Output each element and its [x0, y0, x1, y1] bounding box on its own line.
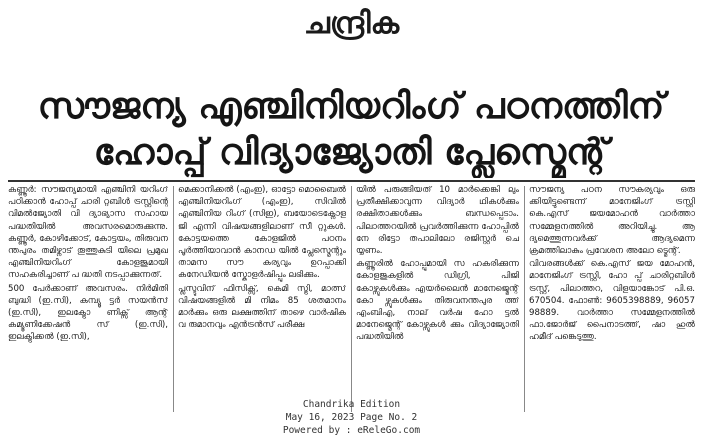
headline-divider — [8, 180, 695, 182]
column-1-paragraph-1: കണ്ണൂർ: സൗജന്യമായി എഞ്ചിനി യറിംഗ് പഠിക്കാൻ ഹോപ്പ് ചാരി റ്റബിൾ ട്രസ്റ്റിന്റെ വിമൽജ്യോതി വി ദ്യാഭ്യാസ സഹായ പദ്ധതിയിൽ അവസരമൊരുക്കുന്നു. കണ്ണൂർ, കോഴിക്കോട്, കോട്ടയം, തിരുവന ന്തപുരം തമിഴ്നാട് തൂത്തുകുടി യിലെ പ്രമുഖ എഞ്ചിനിയറിംഗ് കോളജുമായി സഹകരിച്ചാണ് പ ദ്ധതി നടപ്പാക്കുന്നത്. — [8, 185, 168, 281]
column-divider — [173, 186, 174, 412]
headline-line-1: സൗജന്യ എഞ്ചിനിയറിംഗ് പഠനത്തിന് — [37, 86, 665, 127]
headline-line-2: ഹോപ്പ് വിദ്യാജ്യോതി പ്ലേസ്മെന്റ് — [93, 132, 609, 173]
column-4-paragraph-2: വിവരങ്ങൾക്ക് കെ.എസ് ജയ മോഹൻ, മാനേജിംഗ് ട്രസ്റ്റി, ഹോ പ്പ് ചാരിറ്റബിൾ ട്രസ്റ്റ്, പിലാത്തറ, വിളയാങ്കോട് പി.ഒ. 670504. ഫോൺ: 9605398889, 96057 98889. വാർത്താ സമ്മേളനത്തിൽ ഫാ.ജോർജ് പൈനാടത്ത്, ഷാ ഹുൽ ഹമീദ് പങ്കെടുത്തു. — [529, 259, 695, 343]
article-column-1 — [8, 184, 168, 416]
article-column-3 — [356, 184, 519, 416]
column-2-paragraph-1: മെക്കാനിക്കൽ (എംഇ), ഓട്ടോ മൊബൈൽ എഞ്ചിനിയറിംഗ് (എംഇ), സിവിൽ എഞ്ചിനിയ റിംഗ് (സിഇ), ബയോടെക്നോള ജി എന്നി വിഷയങ്ങളിലാണ് സീ റ്റുകൾ. കോട്ടയത്തെ കോളജിൽ പഠനം പൂർത്തിയാവാൻ കാനഡ യിൽ പ്ലേസ്മെന്റും താമസ സൗ കര്യവും ഉറപ്പാക്കി കനേഡിയൻ സ്കോളർഷിപ്പും ലഭിക്കും. — [178, 185, 346, 281]
footer-edition: Chandrika Edition — [302, 399, 401, 410]
column-divider — [524, 186, 525, 412]
newspaper-masthead: ചന്ദ്രിക — [303, 6, 400, 41]
column-2-paragraph-2: പ്ലസ്ടുവിന് ഫിസിക്സ്, കെമി സ്ട്രി, മാത്സ് വിഷയങ്ങളിൽ മി നിമം 85 ശതമാനം മാർക്കും ഒരു ലക്ഷത്തിന് താഴെ വാർഷിക വ രുമാനവും എൻട്രൻസ് പരീക്ഷ — [178, 283, 346, 331]
column-3-paragraph-2: കണ്ണൂരിൽ ഹോപ്പുമായി സ ഹകരിക്കുന്ന കോളജുകളിൽ ഡിഗ്രി, പിജി കോഴ്സുകൾക്കും എയർലൈൻ മാനേജ്മെന്റ് കോ ഴ്സുകൾക്കും തിരുവനന്തപുര ത്ത് എംബിഎ, നാല് വർഷ ഹോ ട്ടൽ മാനേജ്മെന്റ് കോഴ്സുകൾ ക്കും വിദ്യാജ്യോതി പദ്ധതിയിൽ — [356, 259, 519, 343]
column-3-paragraph-1: യിൽ പരുങ്ങിയത് 10 മാർക്കെങ്കി ലും പ്രതീക്ഷിക്കാവുന്ന വിദ്യാർ ഥികൾക്കും രക്ഷിതാക്കൾക്കും ബന്ധപ്പെടാം. പിലാത്തറയിൽ പ്രവർത്തിക്കുന്ന ഹോപ്പിൽ നേ രിട്ടോ തപാലിലോ രജിസ്റ്റർ ചെ യ്യണം. — [356, 185, 519, 257]
article-body — [8, 184, 695, 416]
footer-date-page: May 16, 2023 Page No. 2 — [285, 412, 418, 423]
column-1-paragraph-2: 500 പേർക്കാണ് അവസരം. നിർമിതി ബുദ്ധി (ഇ.സി), കമ്പ്യൂ ട്ടർ സയൻസ് (ഇ.സി), ഇലക്ട്രോ ണിക്സ് ആന്റ് കമ്യൂണിക്കേഷൻ സ് (ഇ.സി), ഇലക്ട്രിക്കൽ (ഇ.സി), — [8, 283, 168, 343]
column-4-paragraph-1: സൗജന്യ പഠന സൗകര്യവും ഒരു ക്കിയിട്ടുണ്ടെന്ന് മാനേജിംഗ് ട്രസ്റ്റി കെ.എസ് ജയമോഹൻ വാർത്താ സമ്മേളനത്തിൽ അറിയിച്ചു. ആ ദ്യമെത്തുന്നവർക്ക് ആദ്യമെന്ന ക്രമത്തിലാകും പ്രവേശന അലോ ട്മെന്റ്. — [529, 185, 695, 257]
column-divider — [351, 186, 352, 412]
footer-powered-by: Powered by : eReleGo.com — [282, 425, 421, 436]
article-column-4 — [529, 184, 695, 416]
article-column-2 — [178, 184, 346, 416]
